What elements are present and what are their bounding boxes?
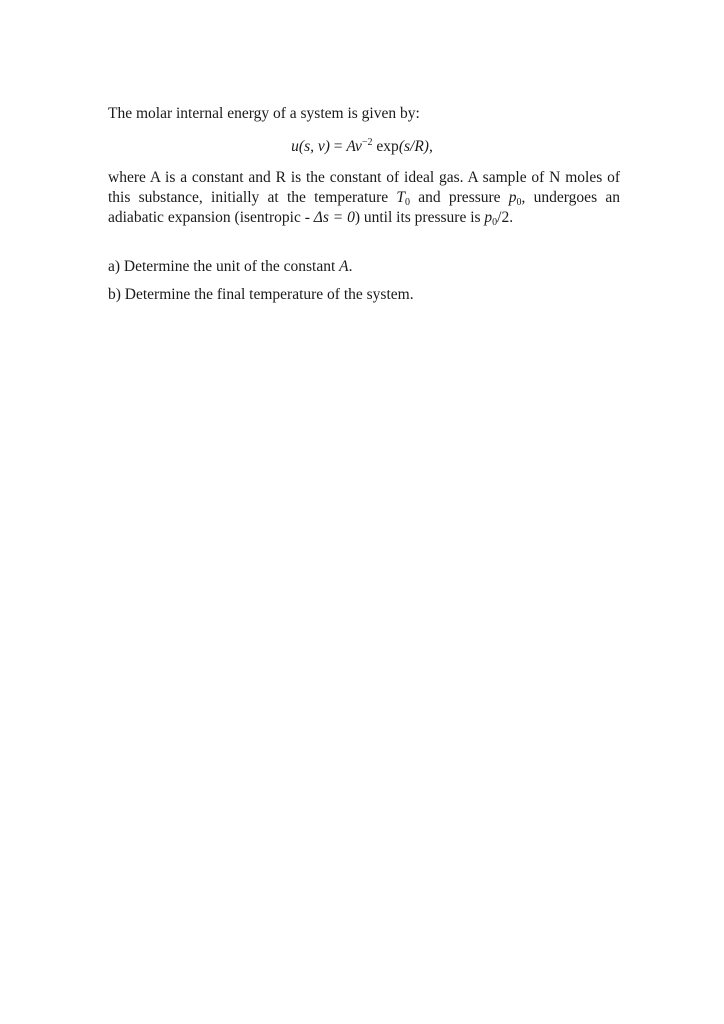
temperature-symbol: $T_0$ [396,189,411,208]
pressure-symbol: $p_0$ [508,189,522,208]
paragraph-text-3: , undergoes an adiabatic expansion (isentropic - [108,189,620,226]
paragraph-text-2: and pressure [410,189,509,206]
equation-exponent: −2 [361,137,373,148]
entropy-change: Δs = 0 [313,209,355,226]
question-a-period: . [348,258,353,275]
intro-text: The molar internal energy of a system is given by: [108,105,420,122]
paragraph-text-1: where A is a constant and R is the constant of ideal gas. A sample of N moles of this substance, initially at the temperature [108,169,620,206]
equation-argument: (s/R), [398,138,433,155]
question-a [108,257,620,277]
question-a-text: a) Determine the unit of the constant [108,258,340,275]
paragraph-text-4: ) until its pressure is [354,209,485,226]
equation-lhs: u(s, v) [291,138,330,155]
final-pressure-symbol: $p_0$ [484,209,498,228]
constant-a-symbol: A [339,258,349,275]
equation-equals: = [333,138,343,155]
paragraph-text-5: /2. [497,209,514,226]
problem-paragraph [108,168,620,228]
question-b: b) Determine the final temperature of the system. [108,286,414,303]
internal-energy-equation [0,137,724,157]
equation-coefficient: Av [346,138,362,155]
equation-exp-function: exp [376,138,399,155]
